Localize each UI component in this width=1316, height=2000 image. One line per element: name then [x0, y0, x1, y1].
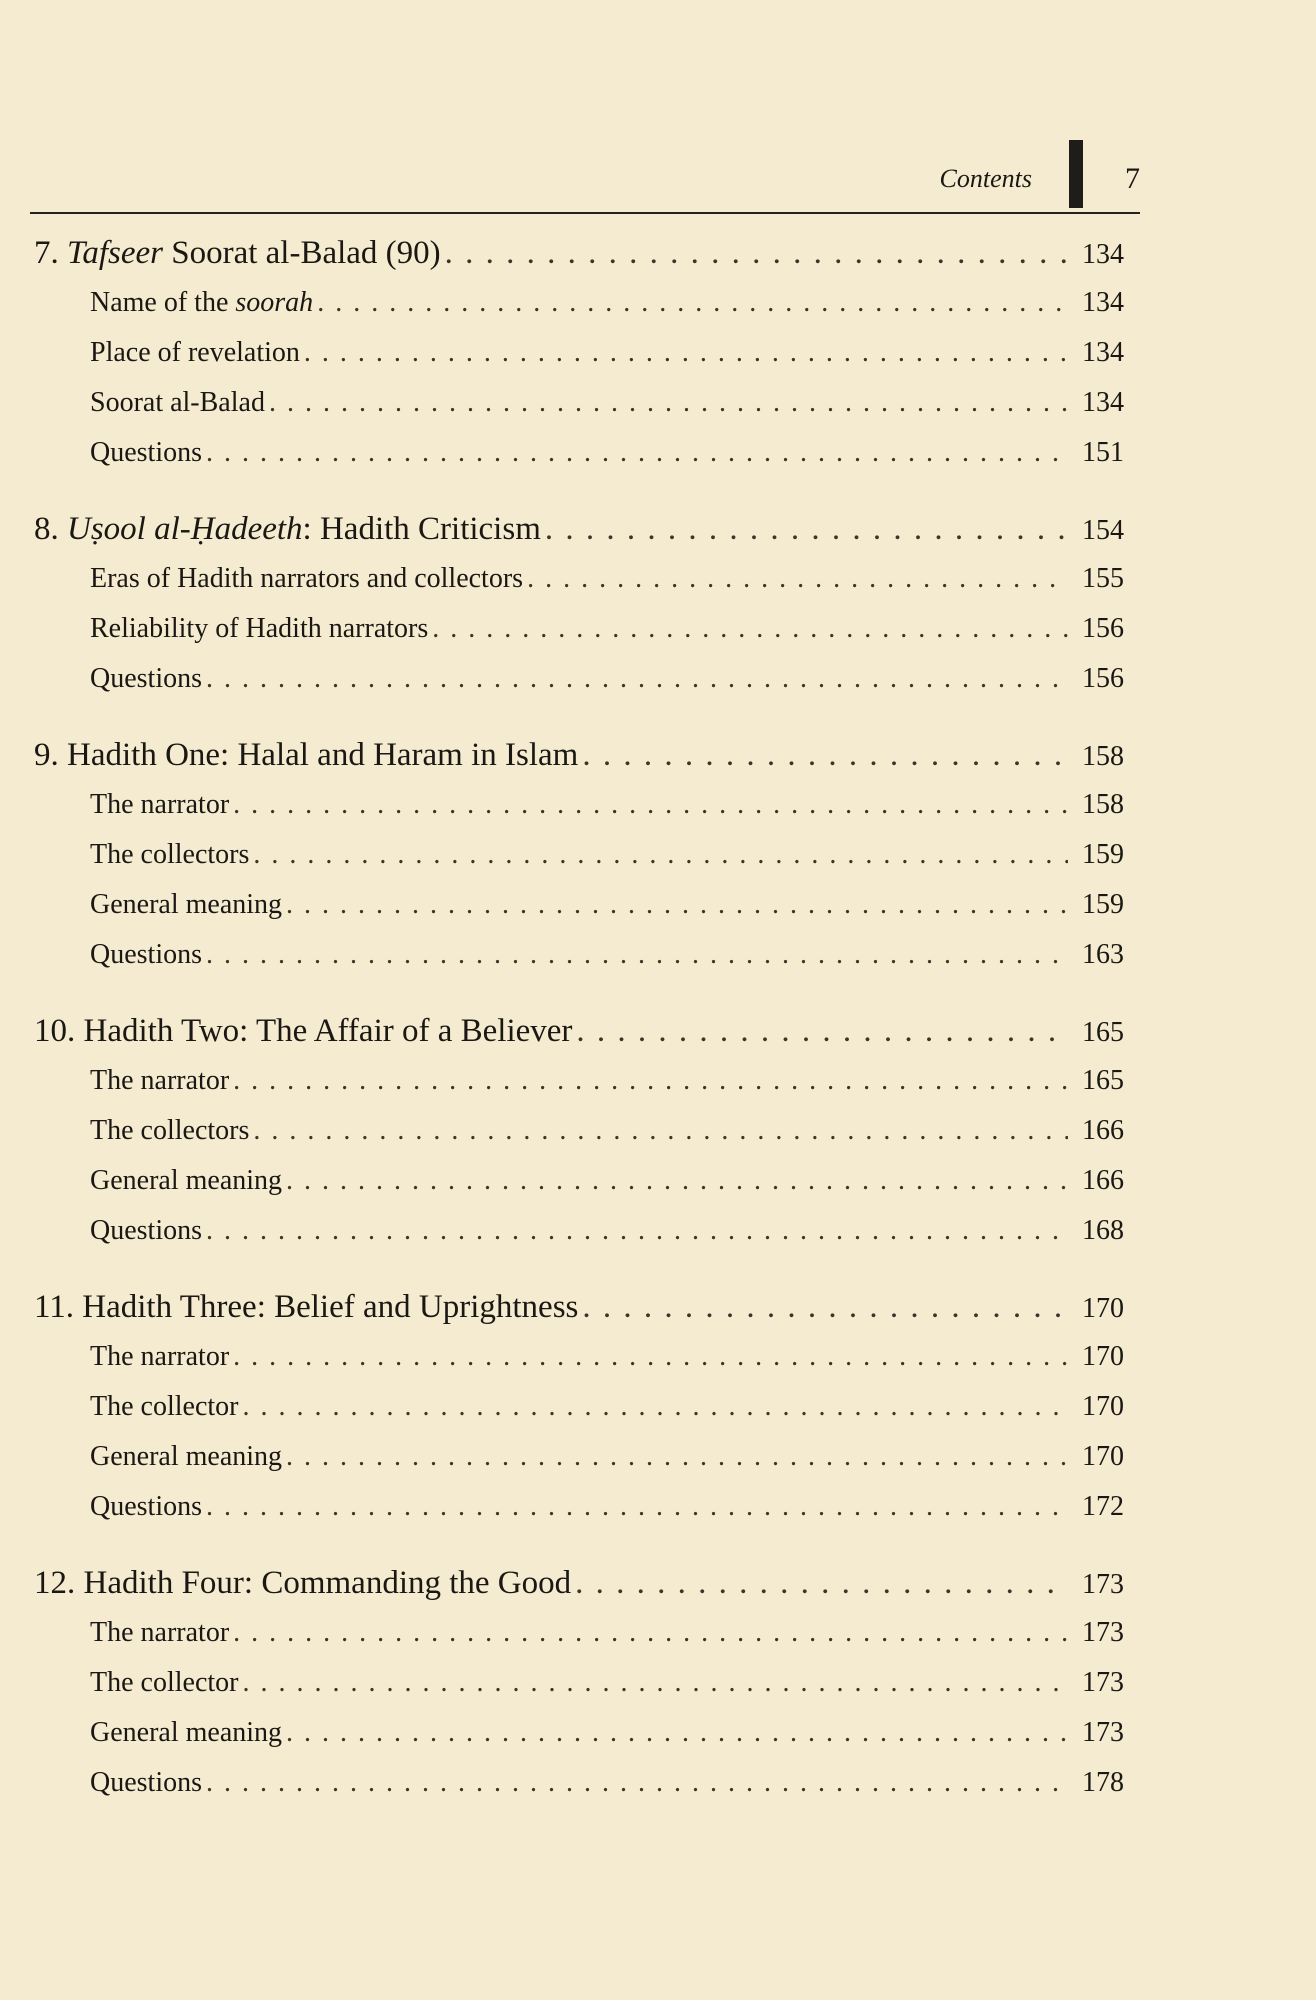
dot-leader	[206, 1206, 1068, 1256]
subentry-label: General meaning	[90, 889, 283, 920]
dot-leader	[269, 378, 1068, 428]
subentry-label: Soorat al-Balad	[90, 387, 265, 418]
subentry-page: 170	[1082, 1341, 1124, 1372]
toc-section	[34, 1282, 1124, 1532]
toc-subentry[interactable]	[34, 1156, 1124, 1206]
toc-subentry[interactable]	[34, 378, 1124, 428]
subentry-title	[90, 1758, 202, 1808]
chapter-title	[34, 1558, 571, 1608]
dot-leader	[582, 1282, 1068, 1332]
subentry-label: General meaning	[90, 1441, 283, 1472]
chapter-title	[34, 228, 441, 278]
chapter-number: 10.	[34, 1013, 76, 1049]
toc-subentry[interactable]	[34, 1658, 1124, 1708]
toc-section	[34, 1006, 1124, 1256]
dot-leader	[527, 554, 1068, 604]
subentry-page: 168	[1082, 1215, 1124, 1246]
subentry-page: 178	[1082, 1767, 1124, 1798]
toc-subentry[interactable]	[34, 1758, 1124, 1808]
subentry-title	[90, 830, 249, 880]
subentry-page: 156	[1082, 663, 1124, 694]
subentry-label: Reliability of Hadith narrators	[90, 613, 429, 644]
dot-leader	[206, 1758, 1068, 1808]
dot-leader	[317, 278, 1068, 328]
dot-leader	[545, 504, 1068, 554]
subentry-page: 166	[1082, 1115, 1124, 1146]
subentry-label: The collectors	[90, 839, 250, 870]
toc-subentry[interactable]	[34, 1382, 1124, 1432]
dot-leader	[242, 1382, 1068, 1432]
chapter-number: 7.	[34, 235, 59, 271]
toc-subentry[interactable]	[34, 654, 1124, 704]
toc-section	[34, 1558, 1124, 1808]
dot-leader	[206, 654, 1068, 704]
dot-leader	[445, 228, 1068, 278]
thumb-tab	[1069, 140, 1083, 208]
chapter-number: 8.	[34, 511, 59, 547]
subentry-label: General meaning	[90, 1165, 283, 1196]
dot-leader	[286, 1156, 1068, 1206]
subentry-title	[90, 1432, 282, 1482]
subentry-page: 170	[1082, 1441, 1124, 1472]
subentry-label: Questions	[90, 939, 202, 970]
subentry-title	[90, 1608, 229, 1658]
dot-leader	[206, 930, 1068, 980]
subentry-label: The narrator	[90, 789, 230, 820]
toc-subentry[interactable]	[34, 554, 1124, 604]
dot-leader	[432, 604, 1068, 654]
subentry-page: 159	[1082, 839, 1124, 870]
dot-leader	[253, 830, 1068, 880]
toc-section	[34, 730, 1124, 980]
toc-chapter-entry[interactable]	[34, 1282, 1124, 1332]
toc-subentry[interactable]	[34, 1106, 1124, 1156]
subentry-page: 173	[1082, 1617, 1124, 1648]
toc-subentry[interactable]	[34, 930, 1124, 980]
dot-leader	[576, 1006, 1068, 1056]
subentry-title	[90, 328, 300, 378]
chapter-page: 158	[1082, 741, 1124, 772]
subentry-label: Questions	[90, 437, 202, 468]
toc-subentry[interactable]	[34, 830, 1124, 880]
subentry-title	[90, 428, 202, 478]
subentry-label: The collector	[90, 1391, 239, 1422]
subentry-title	[90, 1106, 249, 1156]
subentry-page: 165	[1082, 1065, 1124, 1096]
table-of-contents	[34, 228, 1124, 1834]
subentry-label: Questions	[90, 663, 202, 694]
toc-subentry[interactable]	[34, 328, 1124, 378]
subentry-page: 159	[1082, 889, 1124, 920]
subentry-label: The narrator	[90, 1065, 230, 1096]
subentry-title	[90, 1332, 229, 1382]
dot-leader	[206, 1482, 1068, 1532]
dot-leader	[582, 730, 1068, 780]
subentry-page: 166	[1082, 1165, 1124, 1196]
toc-subentry[interactable]	[34, 1432, 1124, 1482]
subentry-page: 151	[1082, 437, 1124, 468]
toc-subentry[interactable]	[34, 278, 1124, 328]
subentry-label: Eras of Hadith narrators and collectors	[90, 563, 524, 594]
dot-leader	[233, 1608, 1068, 1658]
subentry-page: 156	[1082, 613, 1124, 644]
subentry-page: 155	[1082, 563, 1124, 594]
subentry-label: The narrator	[90, 1617, 230, 1648]
subentry-page: 134	[1082, 287, 1124, 318]
toc-subentry[interactable]	[34, 780, 1124, 830]
toc-subentry[interactable]	[34, 604, 1124, 654]
subentry-title	[90, 1708, 282, 1758]
chapter-page: 134	[1082, 239, 1124, 270]
chapter-page: 173	[1082, 1569, 1124, 1600]
subentry-label: General meaning	[90, 1717, 283, 1748]
subentry-title	[90, 654, 202, 704]
dot-leader	[233, 1332, 1068, 1382]
toc-subentry[interactable]	[34, 880, 1124, 930]
subentry-title	[90, 1156, 282, 1206]
chapter-title-text: Soorat al-Balad (90)	[162, 235, 441, 271]
chapter-title	[34, 1282, 578, 1332]
chapter-title-text: : Hadith Criticism	[302, 511, 541, 547]
page-number: 7	[1125, 162, 1140, 195]
subentry-page: 172	[1082, 1491, 1124, 1522]
toc-subentry[interactable]	[34, 428, 1124, 478]
subentry-title	[90, 554, 523, 604]
chapter-title	[34, 504, 541, 554]
subentry-title	[90, 1206, 202, 1256]
dot-leader	[575, 1558, 1068, 1608]
subentry-title	[90, 1056, 229, 1106]
subentry-label: Questions	[90, 1491, 202, 1522]
header-rule	[30, 212, 1140, 214]
chapter-title-italic: Uṣool al-Ḥadeeth	[67, 511, 303, 547]
toc-section	[34, 228, 1124, 478]
chapter-number: 11.	[34, 1289, 75, 1325]
header-title: Contents	[939, 164, 1032, 193]
toc-section	[34, 504, 1124, 704]
chapter-title	[34, 1006, 572, 1056]
chapter-page: 165	[1082, 1017, 1124, 1048]
subentry-page: 170	[1082, 1391, 1124, 1422]
subentry-label: The collector	[90, 1667, 239, 1698]
chapter-page: 170	[1082, 1293, 1124, 1324]
subentry-title	[90, 378, 265, 428]
chapter-title-italic: Tafseer	[67, 235, 163, 271]
subentry-title	[90, 1482, 202, 1532]
dot-leader	[286, 1432, 1068, 1482]
dot-leader	[304, 328, 1068, 378]
subentry-page: 173	[1082, 1717, 1124, 1748]
chapter-title-text: Hadith Three: Belief and Uprightness	[82, 1289, 579, 1325]
subentry-title	[90, 604, 428, 654]
toc-chapter-entry[interactable]	[34, 1006, 1124, 1056]
subentry-label: Questions	[90, 1767, 202, 1798]
subentry-label: The narrator	[90, 1341, 230, 1372]
toc-chapter-entry[interactable]	[34, 228, 1124, 278]
dot-leader	[206, 428, 1068, 478]
toc-subentry[interactable]	[34, 1332, 1124, 1382]
subentry-title	[90, 1382, 238, 1432]
subentry-title	[90, 1658, 238, 1708]
subentry-label: Questions	[90, 1215, 202, 1246]
subentry-label: The collectors	[90, 1115, 250, 1146]
chapter-number: 9.	[34, 737, 59, 773]
subentry-label: Place of revelation	[90, 337, 300, 368]
toc-chapter-entry[interactable]	[34, 504, 1124, 554]
subentry-title	[90, 880, 282, 930]
subentry-page: 158	[1082, 789, 1124, 820]
subentry-page: 163	[1082, 939, 1124, 970]
chapter-title-text: Hadith One: Halal and Haram in Islam	[67, 737, 579, 773]
running-header	[30, 158, 1140, 206]
dot-leader	[233, 780, 1068, 830]
dot-leader	[242, 1658, 1068, 1708]
toc-subentry[interactable]	[34, 1056, 1124, 1106]
subentry-title	[90, 930, 202, 980]
subentry-label-italic: soorah	[235, 287, 314, 318]
subentry-label: Name of the	[90, 287, 236, 318]
subentry-title	[90, 278, 313, 328]
toc-subentry[interactable]	[34, 1206, 1124, 1256]
dot-leader	[286, 880, 1068, 930]
dot-leader	[286, 1708, 1068, 1758]
toc-subentry[interactable]	[34, 1482, 1124, 1532]
subentry-page: 134	[1082, 387, 1124, 418]
toc-subentry[interactable]	[34, 1708, 1124, 1758]
chapter-page: 154	[1082, 515, 1124, 546]
chapter-number: 12.	[34, 1565, 76, 1601]
chapter-title-text: Hadith Four: Commanding the Good	[83, 1565, 572, 1601]
toc-chapter-entry[interactable]	[34, 730, 1124, 780]
chapter-title-text: Hadith Two: The Affair of a Believer	[83, 1013, 573, 1049]
dot-leader	[253, 1106, 1068, 1156]
toc-chapter-entry[interactable]	[34, 1558, 1124, 1608]
subentry-page: 134	[1082, 337, 1124, 368]
subentry-title	[90, 780, 229, 830]
subentry-page: 173	[1082, 1667, 1124, 1698]
chapter-title	[34, 730, 578, 780]
toc-subentry[interactable]	[34, 1608, 1124, 1658]
dot-leader	[233, 1056, 1068, 1106]
